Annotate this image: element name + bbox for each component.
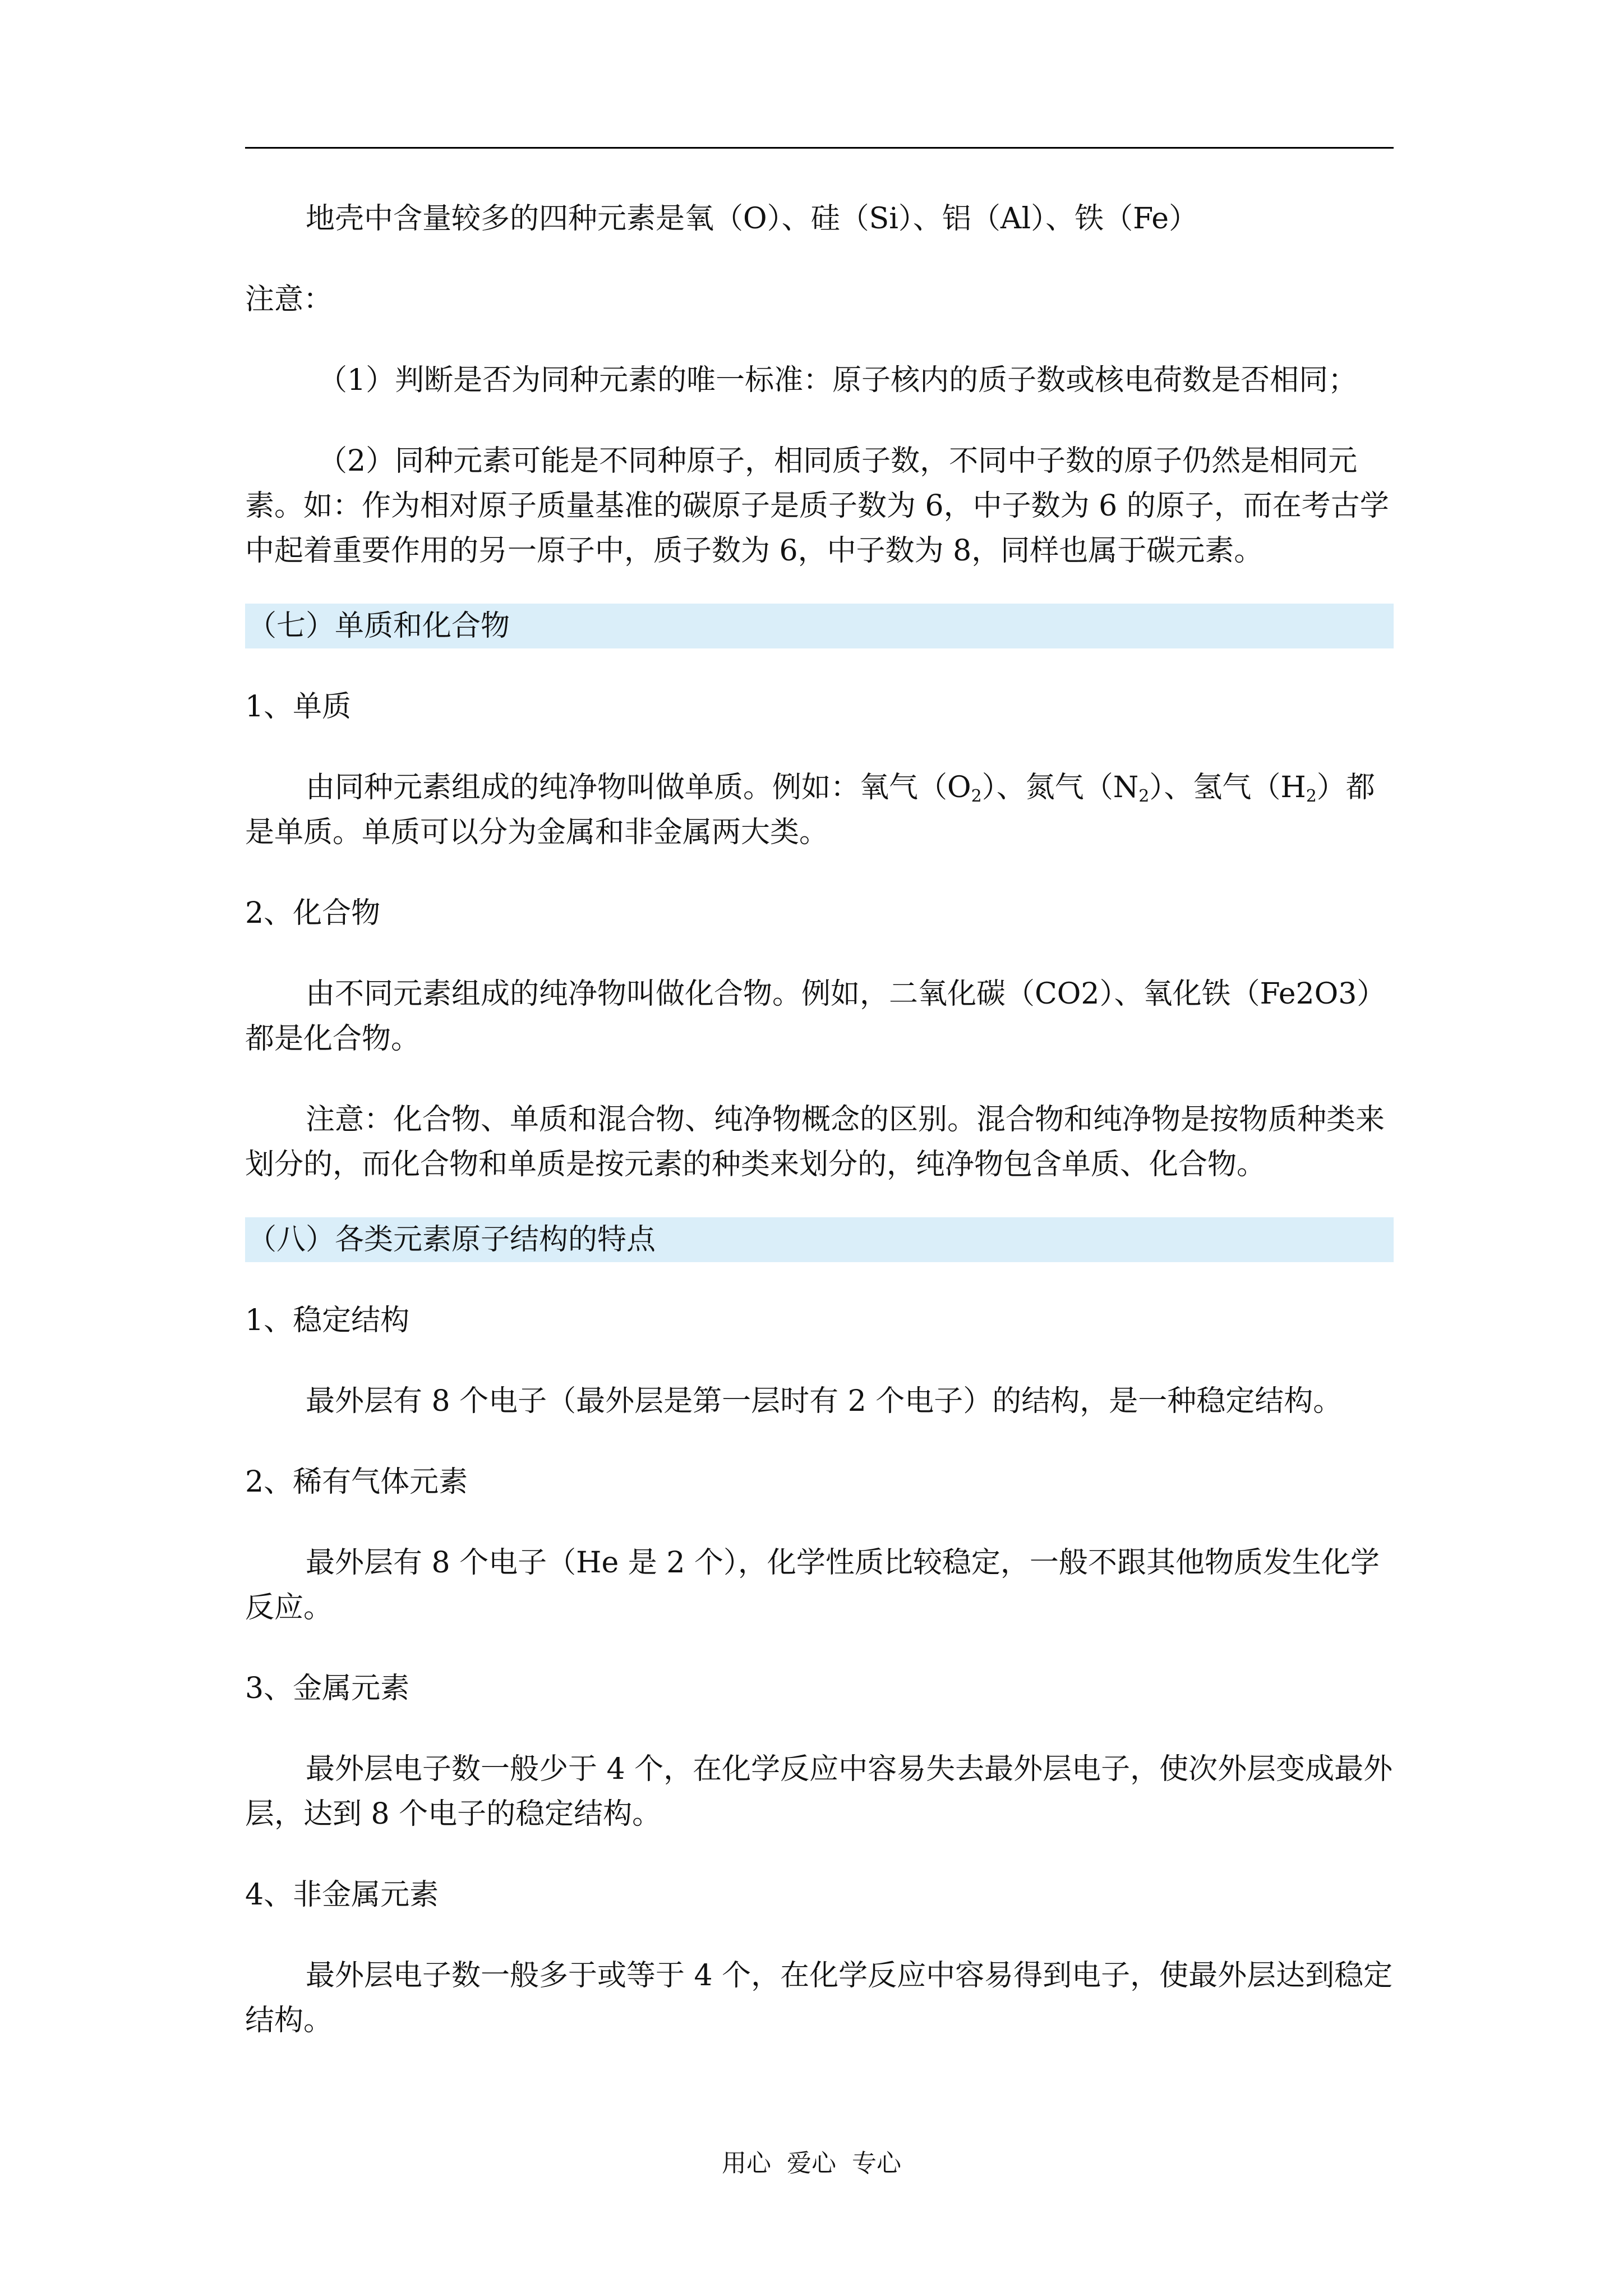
section7-note: 注意：化合物、单质和混合物、纯净物概念的区别。混合物和纯净物是按物质种类来划分的，而化合物和单质是按元素的种类来划分的，纯净物包含单质、化合物。 (245, 1103, 1385, 1181)
subscript-n2: 2 (1138, 786, 1150, 806)
section8-item4-title: 4、非金属元素 (245, 1878, 439, 1912)
section8-item1-text: 最外层有 8 个电子（最外层是第一层时有 2 个电子）的结构，是一种稳定结构。 (306, 1384, 1343, 1418)
section7-item2-title: 2、化合物 (245, 896, 381, 930)
note-item-2: （2）同种元素可能是不同种原子，相同质子数，不同中子数的原子仍然是相同元素。如：作为相对原子质量基准的碳原子是质子数为 6，中子数为 6 的原子，而在考古学中起着重要作用的另一原子中，质子数为 6，中子数为 8，同样也属于碳元素。 (245, 444, 1389, 568)
header-rule (245, 147, 1394, 149)
section7-item1-text-part-a: 由同种元素组成的纯净物叫做单质。例如：氧气（O (306, 771, 971, 804)
section7-item1-text (245, 765, 1394, 855)
note-item-1: （1）判断是否为同种元素的唯一标准：原子核内的质子数或核电荷数是否相同； (318, 364, 1358, 397)
section8-item4-text: 最外层电子数一般多于或等于 4 个，在化学反应中容易得到电子，使最外层达到稳定结构。 (245, 1959, 1393, 2037)
section8-item3-text: 最外层电子数一般少于 4 个，在化学反应中容易失去最外层电子，使次外层变成最外层，达到 8 个电子的稳定结构。 (245, 1752, 1393, 1831)
subscript-h2: 2 (1306, 786, 1317, 806)
section7-item1-text-part-b: ）、氮气（N (981, 771, 1139, 804)
section7-item1-text-part-c: ）、氢气（H (1149, 771, 1306, 804)
note-label: 注意： (245, 283, 333, 316)
section7-item1-text-part-d: ）都是单质。单质可以分为金属和非金属两大类。 (245, 771, 1375, 849)
section8-item2-title: 2、稀有气体元素 (245, 1465, 468, 1499)
section-heading-7: （七）单质和化合物 (245, 604, 1394, 648)
subscript-o2: 2 (971, 786, 982, 806)
paragraph-earth-crust-elements: 地壳中含量较多的四种元素是氧（O）、硅（Si）、铝（Al）、铁（Fe） (306, 202, 1198, 236)
page-content (245, 196, 1394, 2043)
section8-item3-title: 3、金属元素 (245, 1672, 410, 1705)
section7-item2-text: 由不同元素组成的纯净物叫做化合物。例如，二氧化碳（CO2）、氧化铁（Fe2O3）都是化合物。 (245, 977, 1386, 1056)
section8-item2-text: 最外层有 8 个电子（He 是 2 个），化学性质比较稳定，一般不跟其他物质发生化学反应。 (245, 1546, 1380, 1625)
section7-item1-title: 1、单质 (245, 690, 352, 724)
page-footer: 用心 爱心 专心 (722, 2149, 901, 2178)
section8-item1-title: 1、稳定结构 (245, 1304, 410, 1337)
section-heading-8: （八）各类元素原子结构的特点 (245, 1217, 1394, 1262)
